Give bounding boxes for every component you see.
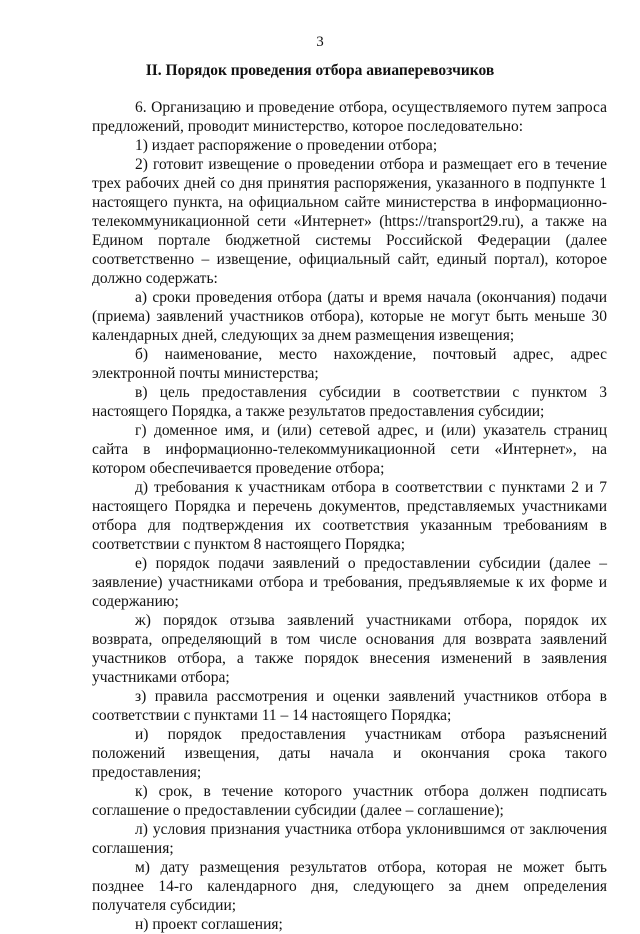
paragraph-item-e: е) порядок подачи заявлений о предоставлении субсидии (далее – заявление) участниками отбора и требования, предъявляемые к их форме и содержанию; xyxy=(92,555,607,610)
section-heading: II. Порядок проведения отбора авиаперевозчиков xyxy=(145,62,495,79)
paragraph-item-1: 1) издает распоряжение о проведении отбора; xyxy=(135,137,438,154)
paragraph-item-i: и) порядок предоставления участникам отбора разъяснений положений извещения, даты начала и окончания срока такого предоставления; xyxy=(92,726,607,781)
paragraph-item-a: а) сроки проведения отбора (даты и время начала (окончания) подачи (приема) заявлений участников отбора), которые не могут быть меньше 30 календарных дней, следующих за днем размещения извещения; xyxy=(92,289,607,344)
paragraph-item-d: д) требования к участникам отбора в соответствии с пунктами 2 и 7 настоящего Порядка и перечень документов, представляемых участниками отбора для подтверждения их соответствия указанным требованиям в соответствии с пунктом 8 настоящего Порядка; xyxy=(92,479,607,553)
body-text xyxy=(92,98,607,934)
paragraph-item-l: л) условия признания участника отбора уклонившимся от заключения соглашения; xyxy=(92,821,607,857)
paragraph-item-b: б) наименование, место нахождение, почтовый адрес, адрес электронной почты министерства; xyxy=(92,346,607,382)
paragraph-item-zh: ж) порядок отзыва заявлений участниками отбора, порядок их возврата, определяющий в том числе основания для возврата заявлений участников отбора, а также порядок внесения изменений в заявления участниками отбора; xyxy=(92,612,607,686)
paragraph-item-v: в) цель предоставления субсидии в соответствии с пунктом 3 настоящего Порядка, а также результатов предоставления субсидии; xyxy=(92,384,607,420)
paragraph-item-k: к) срок, в течение которого участник отбора должен подписать соглашение о предоставлении субсидии (далее – соглашение); xyxy=(92,783,607,819)
page-number: 3 xyxy=(316,34,324,50)
paragraph-item-z: з) правила рассмотрения и оценки заявлений участников отбора в соответствии с пунктами 11 – 14 настоящего Порядка; xyxy=(92,688,607,724)
paragraph-6: 6. Организацию и проведение отбора, осуществляемого путем запроса предложений, проводит министерство, которое последовательно: xyxy=(92,99,607,135)
paragraph-item-n: н) проект соглашения; xyxy=(135,916,283,933)
paragraph-item-2: 2) готовит извещение о проведении отбора и размещает его в течение трех рабочих дней со дня принятия распоряжения, указанного в подпункте 1 настоящего пункта, на официальном сайте министерства в информационно-телекоммуникационной сети «Интернет» (https://transport29.ru), а также на Едином портале бюджетной системы Российской Федерации (далее соответственно – извещение, официальный сайт, единый портал), которое должно содержать: xyxy=(92,156,607,287)
paragraph-item-m: м) дату размещения результатов отбора, которая не может быть позднее 14-го календарного дня, следующего за днем определения получателя субсидии; xyxy=(92,859,607,914)
paragraph-item-g: г) доменное имя, и (или) сетевой адрес, и (или) указатель страниц сайта в информационно-телекоммуникационной сети «Интернет», на котором обеспечивается проведение отбора; xyxy=(92,422,607,477)
